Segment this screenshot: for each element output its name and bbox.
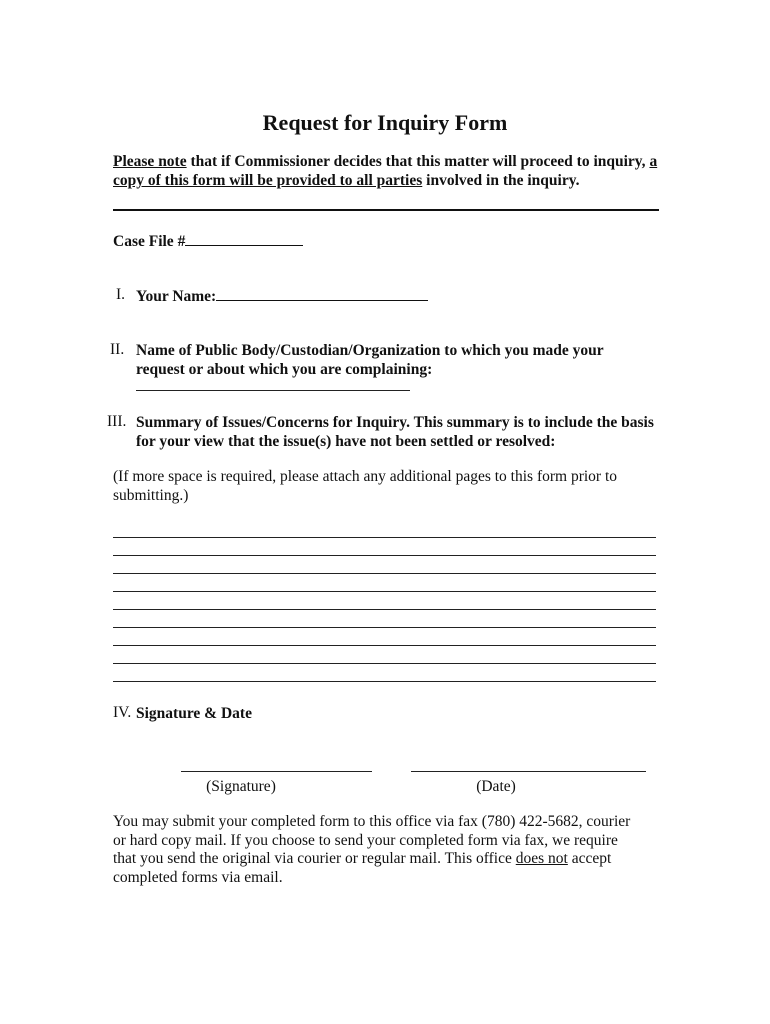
your-name-row (136, 286, 428, 306)
case-file-field[interactable] (185, 231, 303, 246)
section-2-numeral: II. (110, 341, 125, 358)
signature-caption: (Signature) (206, 778, 276, 795)
summary-line[interactable] (113, 609, 656, 610)
section-divider (113, 209, 659, 211)
summary-line[interactable] (113, 645, 656, 646)
date-line[interactable] (411, 771, 646, 772)
note-lead: Please note (113, 153, 187, 170)
submission-instructions (113, 813, 643, 887)
inquiry-note (113, 152, 658, 190)
case-file-label: Case File # (113, 233, 186, 250)
section-1-numeral: I. (116, 286, 126, 303)
summary-line[interactable] (113, 591, 656, 592)
summary-label: Summary of Issues/Concerns for Inquiry. This summary is to include the basis for your view that the issue(s) have not been settled or resolved: (136, 414, 654, 450)
summary-line[interactable] (113, 555, 656, 556)
summary-instruction: (If more space is required, please attach any additional pages to this form prior to submitting.) (113, 468, 618, 504)
public-body-label: Name of Public Body/Custodian/Organization to which you made your request or about which you are complaining: (136, 342, 604, 378)
summary-line[interactable] (113, 573, 656, 574)
note-emphasis: a copy of this form will be provided to all parties (113, 153, 658, 189)
summary-line[interactable] (113, 537, 656, 538)
submission-text-2: accept completed forms via email. (113, 850, 612, 886)
section-3-numeral: III. (107, 413, 127, 430)
summary-line[interactable] (113, 627, 656, 628)
note-text-2: involved in the inquiry. (422, 172, 580, 189)
section-4-numeral: IV. (113, 704, 132, 721)
summary-line[interactable] (113, 663, 656, 664)
form-title: Request for Inquiry Form (262, 110, 508, 135)
note-text-1: that if Commissioner decides that this matter will proceed to inquiry, (186, 153, 650, 170)
case-file-row (113, 231, 303, 251)
your-name-field[interactable] (216, 286, 428, 301)
your-name-label: Your Name: (136, 288, 217, 305)
submission-emphasis: does not (515, 850, 568, 867)
signature-line[interactable] (181, 771, 372, 772)
signature-date-label: Signature & Date (136, 705, 252, 722)
date-caption: (Date) (476, 778, 516, 795)
public-body-field[interactable] (136, 390, 410, 391)
summary-line[interactable] (113, 681, 656, 682)
submission-text-1: You may submit your completed form to this office via fax (780) 422-5682, courier or hard copy mail. If you choose to send your completed form via fax, we require that you send the original via courier or regular mail. This office (113, 813, 631, 867)
